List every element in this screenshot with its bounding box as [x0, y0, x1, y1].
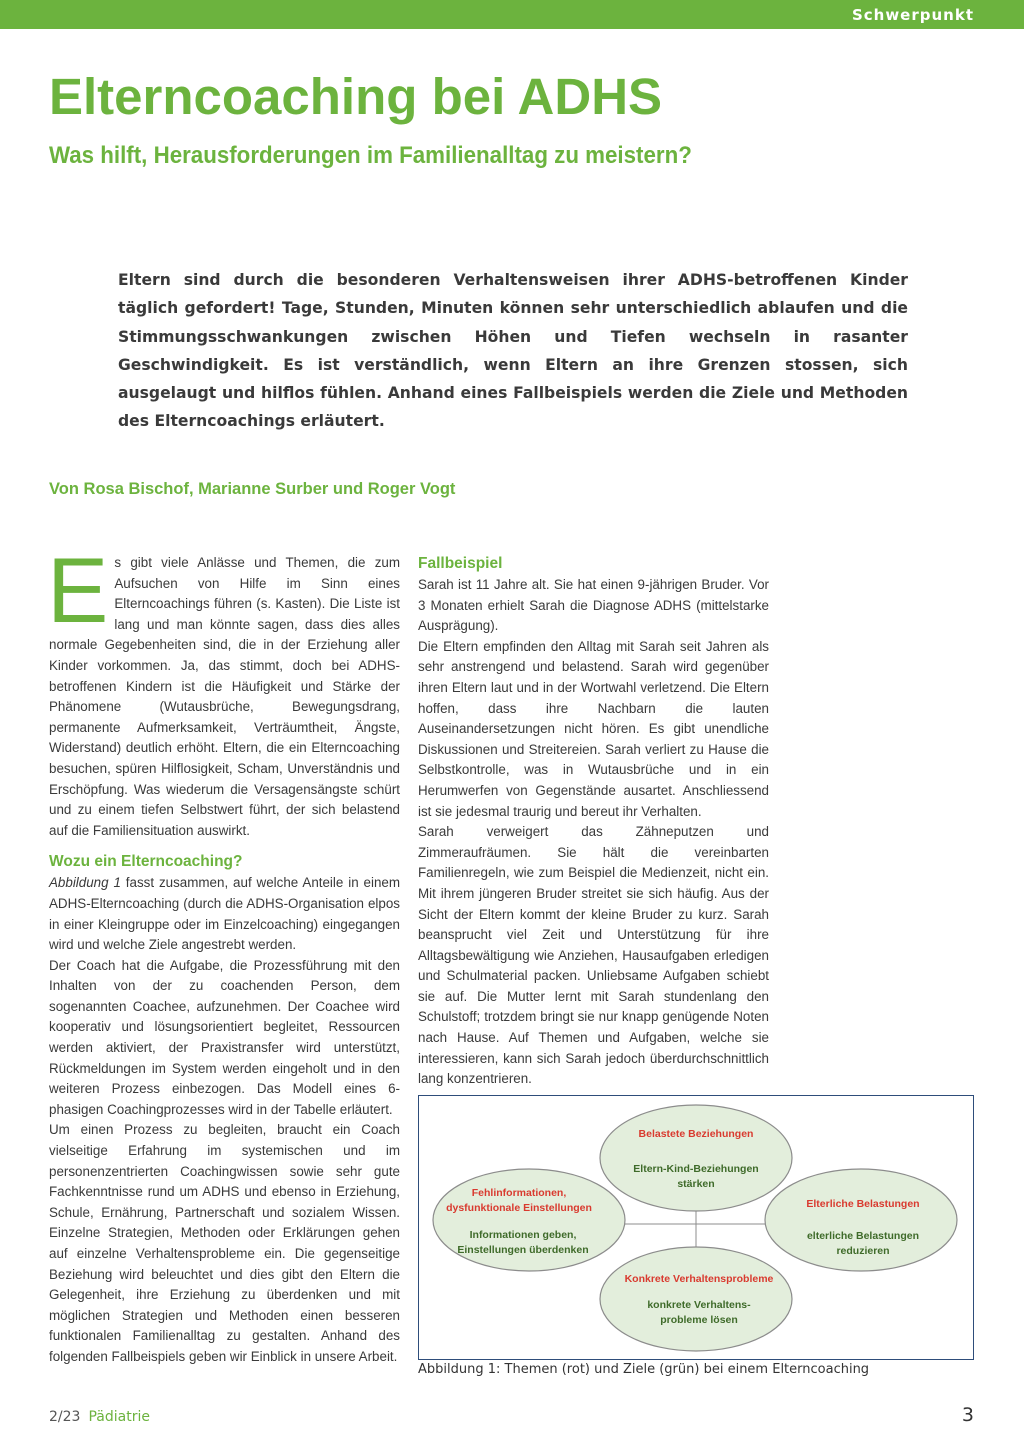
case-paragraph-2: Die Eltern empfinden den Alltag mit Sarah seit Jahren als sehr anstrengend und belastend. Sarah wird gegenüber ihren Eltern laut und in der Wortwahl verletzend. Die Eltern hoffen, dass ihre Nachbarn die lauten Auseinandersetzungen nicht hören. Es gibt unendliche Diskussionen und Streitereien. Sarah verliert zu Hause die Selbstkontrolle, was in Wutausbrüche und in ein Herumwerfen von Gegenstände ausartet. Anschliessend ist sie jedesmal traurig und bereut ihr Verhalten. [418, 638, 769, 819]
right-column [418, 553, 769, 1090]
theme-left-line-2: dysfunktionale Einstellungen [446, 1202, 592, 1214]
wozu-paragraph-3: Um einen Prozess zu begleiten, braucht ein Coach vielseitige Erfahrung im systemischen und im personenzentrierten Coachingwissen sowie sehr gute Fachkenntnisse rund um ADHS und ebenso in Erziehung, Schule, Ernährung, Partnerschaft und sozialem Wissen. Einzelne Strategien, Methoden oder Erklärungen gehen auf einzelne Verhaltensprobleme ein. Die gegenseitige Beziehung wird beleuchtet und dies gibt den Eltern die Gelegenheit, ihre Erziehung zu überdenken und mit möglichen Strategien und Methoden einen besseren funktionalen Familienalltag zu gestalten. Anhand des folgenden Fallbeispiels geben wir Einblick in unsere Arbeit. [49, 1122, 400, 1364]
goal-right-line-2: reduzieren [836, 1245, 890, 1257]
article-lead: Eltern sind durch die besonderen Verhaltensweisen ihrer ADHS-betroffenen Kinder täglich gefordert! Tage, Stunden, Minuten können sehr unterschiedlich ablaufen und die Stimmungsschwankungen zwischen Höhen und Tiefen wechseln in rasanter Geschwindigkeit. Es ist verständlich, wenn Eltern an ihre Grenzen stossen, sich ausgelaugt und hilflos fühlen. Anhand eines Fallbeispiels werden die Ziele und Methoden des Elterncoachings erläutert. [118, 271, 908, 431]
ellipse-top [600, 1105, 792, 1211]
page-number: 3 [961, 1404, 974, 1426]
article-title: Elterncoaching bei ADHS [49, 68, 663, 125]
goal-bottom-line-1: konkrete Verhaltens- [647, 1299, 751, 1311]
goal-top-line-1: Eltern-Kind-Beziehungen [633, 1163, 759, 1175]
case-paragraph-1: Sarah ist 11 Jahre alt. Sie hat einen 9-jährigen Bruder. Vor 3 Monaten erhielt Sarah die Diagnose ADHS (mittelstarke Ausprägung). [418, 577, 769, 634]
theme-top: Belastete Beziehungen [638, 1128, 754, 1140]
intro-text: s gibt viele Anlässe und Themen, die zum Aufsuchen von Hilfe im Sinn eines Elterncoachings führen (s. Kasten). Die Liste ist lang und man könnte sagen, dass dies alles normale Gegebenheiten sind, die in der Erziehung aller Kinder vorkommen. Ja, das stimmt, doch bei ADHS-betroffenen Kindern ist die Häufigkeit und Stärke der Phänomene (Wutausbrüche, Bewegungsdrang, permanente Aufmerksamkeit, Verträumtheit, Ängste, Widerstand) deutlich erhöht. Eltern, die ein Elterncoaching besuchen, spüren Hilflosigkeit, Scham, Unverständnis und Erschöpfung. Was wiederum die Versagensängste schürt und zu einem tiefen Selbstwert führt, der sich belastend auf die Familiensituation auswirkt. [49, 555, 400, 838]
figure-caption: Abbildung 1: Themen (rot) und Ziele (grün) bei einem Elterncoaching [418, 1362, 870, 1377]
article-authors: Von Rosa Bischof, Marianne Surber und Roger Vogt [49, 480, 456, 498]
drop-cap: E [47, 540, 109, 642]
case-paragraph-3: Sarah verweigert das Zähneputzen und Zimmeraufräumen. Sie hält die vereinbarten Familienregeln, wie zum Beispiel die Medienzeit, nicht ein. Mit ihrem jüngeren Bruder streitet sie sich häufig. Aus der Sicht der Eltern kommt der kleine Bruder zu kurz. Sarah beansprucht viel Zeit und Unterstützung für ihre Alltagsbewältigung wie Anziehen, Hausaufgaben erledigen und Schulmaterial packen. Unliebsame Aufgaben schiebt sie auf. Die Mutter lernt mit Sarah stundenlang den Schulstoff; trotzdem bringt sie nur knapp genügende Noten nach Hause. Auf Themen und Aufgaben, welche sie interessieren, kann sich Sarah jedoch überdurchschnittlich lang konzentrieren. [418, 824, 769, 1087]
issue-number: 2/23 [49, 1409, 81, 1425]
goal-top-line-2: stärken [677, 1178, 715, 1190]
wozu-paragraph-1-text: fasst zusammen, auf welche Anteile in einem ADHS-Elterncoaching (durch die ADHS-Organisation elpos in einer Kleingruppe oder im Einzelcoaching) eingegangen wird und welche Ziele angestrebt werden. [49, 875, 400, 953]
theme-left-line-1: Fehlinformationen, [471, 1187, 567, 1199]
section-heading-fallbeispiel: Fallbeispiel [418, 555, 503, 572]
footer-issue [49, 1409, 150, 1425]
figure-coaching-diagram [418, 1095, 974, 1360]
intro-paragraph [47, 540, 400, 841]
goal-left-line-1: Informationen geben, [469, 1229, 577, 1241]
theme-right: Elterliche Belastungen [806, 1198, 920, 1210]
section-heading-wozu: Wozu ein Elterncoaching? [49, 853, 243, 871]
figure-reference: Abbildung 1 [49, 875, 121, 891]
section-label: Schwerpunkt [851, 6, 974, 24]
coaching-diagram [419, 1096, 973, 1359]
left-column [47, 540, 400, 1368]
goal-left-line-2: Einstellungen überdenken [457, 1244, 589, 1256]
wozu-paragraph-1 [49, 873, 400, 955]
article-subtitle: Was hilft, Herausforderungen im Familienalltag zu meistern? [49, 142, 692, 169]
journal-name: Pädiatrie [88, 1409, 150, 1425]
section-header-bar [0, 0, 1024, 29]
goal-right-line-1: elterliche Belastungen [806, 1230, 920, 1242]
theme-bottom: Konkrete Verhaltensprobleme [624, 1273, 774, 1285]
wozu-paragraph-2: Der Coach hat die Aufgabe, die Prozessführung mit den Inhalten von der zu coachenden Person, dem sogenannten Coachee, aufzunehmen. Der Coachee wird kooperativ und lösungsorientiert begleitet, Ressourcen werden aktiviert, der Praxistransfer wird unterstützt, Rückmeldungen im System werden eingeholt und in den weiteren Prozess einbezogen. Das Modell eines 6-phasigen Coachingprozesses wird in der Tabelle erläutert. [49, 957, 400, 1117]
goal-bottom-line-2: probleme lösen [660, 1314, 738, 1326]
